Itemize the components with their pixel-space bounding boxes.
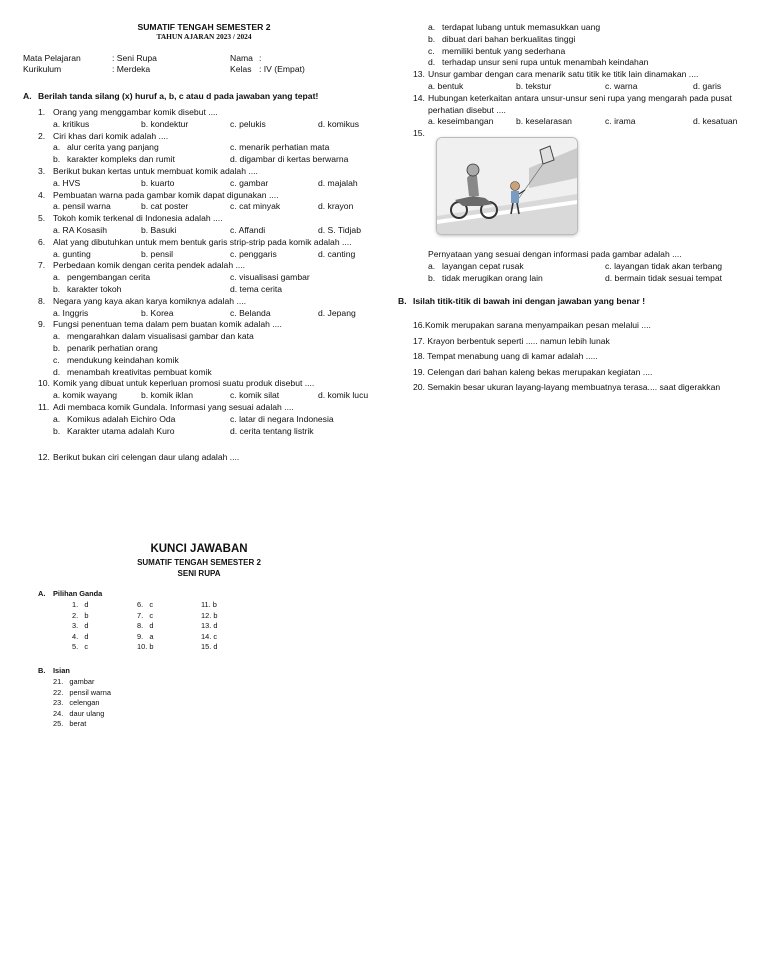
option[interactable]: a. kritikus <box>53 118 90 129</box>
options-11a: a. Komikus adalah Eichiro Oda c. latar di negara Indonesia <box>53 413 334 424</box>
key-answer: 7. c <box>137 610 154 620</box>
option[interactable]: pengembangan cerita <box>67 272 151 283</box>
option-9a[interactable]: a. mengarahkan dalam visualisasi gambar dan kata <box>53 331 254 342</box>
question-4: 4. Pembuatan warna pada gambar komik dapat digunakan .... <box>38 189 279 200</box>
option-12d[interactable]: d. terhadap unsur seni rupa untuk menambah keindahan <box>428 57 649 68</box>
answer-key-subject: SENI RUPA <box>177 569 221 578</box>
options-2a: a. alur cerita yang panjang c. menarik perhatian mata <box>53 142 330 153</box>
option[interactable]: a. RA Kosasih <box>53 224 107 235</box>
option[interactable]: a. keseimbangan <box>428 116 494 127</box>
option[interactable]: Komikus adalah Eichiro Oda <box>67 413 176 424</box>
option[interactable]: c. cat minyak <box>230 201 281 212</box>
option[interactable]: d. cerita tentang listrik <box>230 425 314 436</box>
option[interactable]: a. komik wayang <box>53 390 118 401</box>
option[interactable]: d. kesatuan <box>693 116 738 127</box>
exam-title: SUMATIF TENGAH SEMESTER 2 <box>137 22 271 32</box>
option-12a[interactable]: a. terdapat lubang untuk memasukkan uang <box>428 22 601 32</box>
key-pg-title: Pilihan Ganda <box>53 589 103 598</box>
question-9: 9. Fungsi penentuan tema dalam pem buatan komik adalah .... <box>38 319 282 330</box>
section-b-marker: B. <box>398 296 407 306</box>
key-answer: 8. d <box>137 621 154 631</box>
option[interactable]: c. menarik perhatian mata <box>230 142 330 153</box>
essay-item: 20. Semakin besar ukuran layang-layang membuatnya terasa.... saat digerakkan <box>413 382 721 392</box>
option[interactable]: karakter kompleks dan rumit <box>67 154 175 165</box>
option[interactable]: c. penggaris <box>230 248 277 259</box>
options-8 <box>38 308 383 320</box>
option[interactable]: d. komikus <box>318 118 360 129</box>
options-14 <box>413 116 758 128</box>
key-answer: 14. c <box>201 631 218 641</box>
option-9d[interactable]: d. menambah kreativitas pembuat komik <box>53 366 212 377</box>
key-isian-marker: B. <box>38 666 46 675</box>
option[interactable]: d. S. Tidjab <box>318 224 361 235</box>
key-answer: 1. d <box>72 600 89 609</box>
option[interactable]: c. Affandi <box>230 224 266 235</box>
key-isian-item: 25. berat <box>53 719 87 729</box>
option[interactable]: d. tema cerita <box>230 283 283 294</box>
question-list-right <box>413 22 758 140</box>
key-isian-item: 22. pensil warna <box>53 687 111 697</box>
question-6: 6. Alat yang dibutuhkan untuk mem bentuk garis strip-strip pada komik adalah .... <box>38 236 352 247</box>
option[interactable]: c. Belanda <box>230 307 271 318</box>
options-15b: b. tidak merugikan orang lain d. bermain tidak sesuai tempat <box>428 272 723 283</box>
key-answer: 9. a <box>137 631 154 641</box>
option[interactable]: karakter tokoh <box>67 283 122 294</box>
option[interactable]: a. pensil warna <box>53 201 111 212</box>
option[interactable]: d. digambar di kertas berwarna <box>230 154 349 165</box>
question-12: 12. Berikut bukan ciri celengan daur ulang adalah .... <box>38 452 240 462</box>
options-1 <box>38 119 383 131</box>
option[interactable]: d. garis <box>693 80 722 91</box>
question-list-left <box>38 107 383 437</box>
essay-item: 19. Celengan dari bahan kaleng bekas merupakan kegiatan .... <box>413 367 653 377</box>
option[interactable]: d. komik lucu <box>318 390 369 401</box>
key-isian-item: 24. daur ulang <box>53 708 105 718</box>
option[interactable]: b. komik iklan <box>141 390 194 401</box>
key-answer: 13. d <box>201 621 218 631</box>
options-3 <box>38 178 383 190</box>
question-15-illustration <box>436 137 578 235</box>
option[interactable]: c. visualisasi gambar <box>230 272 310 283</box>
option[interactable]: d. canting <box>318 248 356 259</box>
question-14: 14. Hubungan keterkaitan antara unsur-unsur seni rupa yang mengarah pada pusat <box>413 92 732 103</box>
key-answer: 3. d <box>72 621 89 631</box>
option[interactable]: d. bermain tidak sesuai tempat <box>605 272 723 283</box>
option[interactable]: a. gunting <box>53 248 91 259</box>
key-isian-list <box>53 677 111 730</box>
option[interactable]: a. HVS <box>53 177 81 188</box>
key-column-3 <box>201 600 217 653</box>
options-7b: b. karakter tokoh d. tema cerita <box>53 283 283 294</box>
option-9b[interactable]: b. penarik perhatian orang <box>53 342 158 353</box>
option-9c[interactable]: c. mendukung keindahan komik <box>53 354 179 365</box>
subject-value: : Seni Rupa <box>112 53 157 63</box>
option[interactable]: b. Korea <box>141 307 174 318</box>
options-11b: b. Karakter utama adalah Kuro d. cerita tentang listrik <box>53 425 314 436</box>
option[interactable]: a. Inggris <box>53 307 89 318</box>
curriculum-label: Kurikulum <box>23 64 62 74</box>
key-answer: 4. d <box>72 631 89 641</box>
options-2b: b. karakter kompleks dan rumit d. digambar di kertas berwarna <box>53 154 349 165</box>
option[interactable]: b. pensil <box>141 248 174 259</box>
option[interactable]: b. tekstur <box>516 80 552 91</box>
section-a-title: Berilah tanda silang (x) huruf a, b, c atau d pada jawaban yang tepat! <box>38 91 319 101</box>
question-10: 10. Komik yang dibuat untuk keperluan promosi suatu produk disebut .... <box>38 378 315 389</box>
essay-item: 18. Tempat menabung uang di kamar adalah ..... <box>413 351 598 361</box>
options-6 <box>38 249 383 261</box>
answer-key-subtitle: SUMATIF TENGAH SEMESTER 2 <box>137 558 261 567</box>
options-5 <box>38 225 383 237</box>
question-3: 3. Berikut bukan kertas untuk membuat komik adalah .... <box>38 165 258 176</box>
key-pg-marker: A. <box>38 589 46 598</box>
name-value: : <box>259 53 262 63</box>
key-answer: 10. b <box>137 642 154 652</box>
key-isian-title: Isian <box>53 666 70 675</box>
option[interactable]: layangan cepat rusak <box>442 260 524 271</box>
answer-key-title: KUNCI JAWABAN <box>150 543 248 555</box>
class-value: : IV (Empat) <box>259 64 305 74</box>
question-1: 1. Orang yang menggambar komik disebut .... <box>38 107 218 117</box>
option[interactable]: b. kondektur <box>141 118 189 129</box>
option[interactable]: d. Jepang <box>318 307 356 318</box>
option[interactable]: c. komik silat <box>230 390 280 401</box>
key-answer: 2. b <box>72 610 89 620</box>
question-14-cont: perhatian disebut .... <box>428 104 506 115</box>
question-5: 5. Tokoh komik terkenal di Indonesia adalah .... <box>38 213 223 224</box>
option[interactable]: b. cat poster <box>141 201 189 212</box>
option[interactable]: c. layangan tidak akan terbang <box>605 260 723 271</box>
options-15a: a. layangan cepat rusak c. layangan tidak akan terbang <box>428 260 723 271</box>
key-answer: 11. b <box>201 600 217 609</box>
question-2: 2. Ciri khas dari komik adalah .... <box>38 130 169 141</box>
options-4 <box>38 201 383 213</box>
question-13: 13. Unsur gambar dengan cara menarik satu titik ke titik lain dinamakan .... <box>413 69 699 80</box>
option[interactable]: a. bentuk <box>428 80 464 91</box>
option[interactable]: tidak merugikan orang lain <box>442 272 543 283</box>
options-10 <box>38 390 383 402</box>
options-13 <box>413 81 758 93</box>
option[interactable]: d. krayon <box>318 201 354 212</box>
essay-item: 17. Krayon berbentuk seperti ..... namun lebih lunak <box>413 336 610 346</box>
key-answer: 6. c <box>137 600 154 609</box>
name-label: Nama <box>230 53 253 63</box>
question-15-number: 15. <box>413 128 425 139</box>
kite-street-illustration <box>437 138 577 234</box>
question-7: 7. Perbedaan komik dengan cerita pendek adalah .... <box>38 260 246 271</box>
class-label: Kelas <box>230 64 252 74</box>
option[interactable]: c. warna <box>605 80 638 91</box>
question-8: 8. Negara yang kaya akan karya komiknya adalah .... <box>38 295 246 306</box>
key-isian-item: 21. gambar <box>53 677 95 686</box>
key-column-2 <box>137 600 153 653</box>
school-year: TAHUN AJARAN 2023 / 2024 <box>156 32 252 41</box>
essay-item: 16.Komik merupakan sarana menyampaikan pesan melalui .... <box>413 320 651 330</box>
key-answer: 15. d <box>201 642 218 652</box>
option[interactable]: Karakter utama adalah Kuro <box>67 425 175 436</box>
curriculum-value: : Merdeka <box>112 64 151 74</box>
options-7a: a. pengembangan cerita c. visualisasi gambar <box>53 272 310 283</box>
subject-label: Mata Pelajaran <box>23 53 81 63</box>
key-answer: 12. b <box>201 610 218 620</box>
option[interactable]: b. Basuki <box>141 224 177 235</box>
option[interactable]: c. latar di negara Indonesia <box>230 413 334 424</box>
question-15: Pernyataan yang sesuai dengan informasi pada gambar adalah .... a. layangan cepat rusak c. layangan tidak akan terbang b. tidak merugikan orang lain d. bermain tidak sesuai tempat <box>413 249 758 284</box>
option[interactable]: c. irama <box>605 116 636 127</box>
key-answer: 5. c <box>72 642 89 652</box>
option-12b[interactable]: b. dibuat dari bahan berkualitas tinggi <box>428 33 576 44</box>
option[interactable]: alur cerita yang panjang <box>67 142 159 153</box>
section-b-title: Isilah titik-titik di bawah ini dengan jawaban yang benar ! <box>413 296 646 306</box>
option[interactable]: c. pelukis <box>230 118 266 129</box>
option[interactable]: c. gambar <box>230 177 269 188</box>
option[interactable]: d. majalah <box>318 177 358 188</box>
key-isian-item: 23. celengan <box>53 698 100 708</box>
option[interactable]: b. keselarasan <box>516 116 572 127</box>
key-column-1 <box>72 600 88 653</box>
option[interactable]: b. kuarto <box>141 177 175 188</box>
question-11: 11. Adi membaca komik Gundala. Informasi yang sesuai adalah .... <box>38 401 294 412</box>
option-12c[interactable]: c. memiliki bentuk yang sederhana <box>428 45 566 56</box>
section-a-marker: A. <box>23 91 32 101</box>
